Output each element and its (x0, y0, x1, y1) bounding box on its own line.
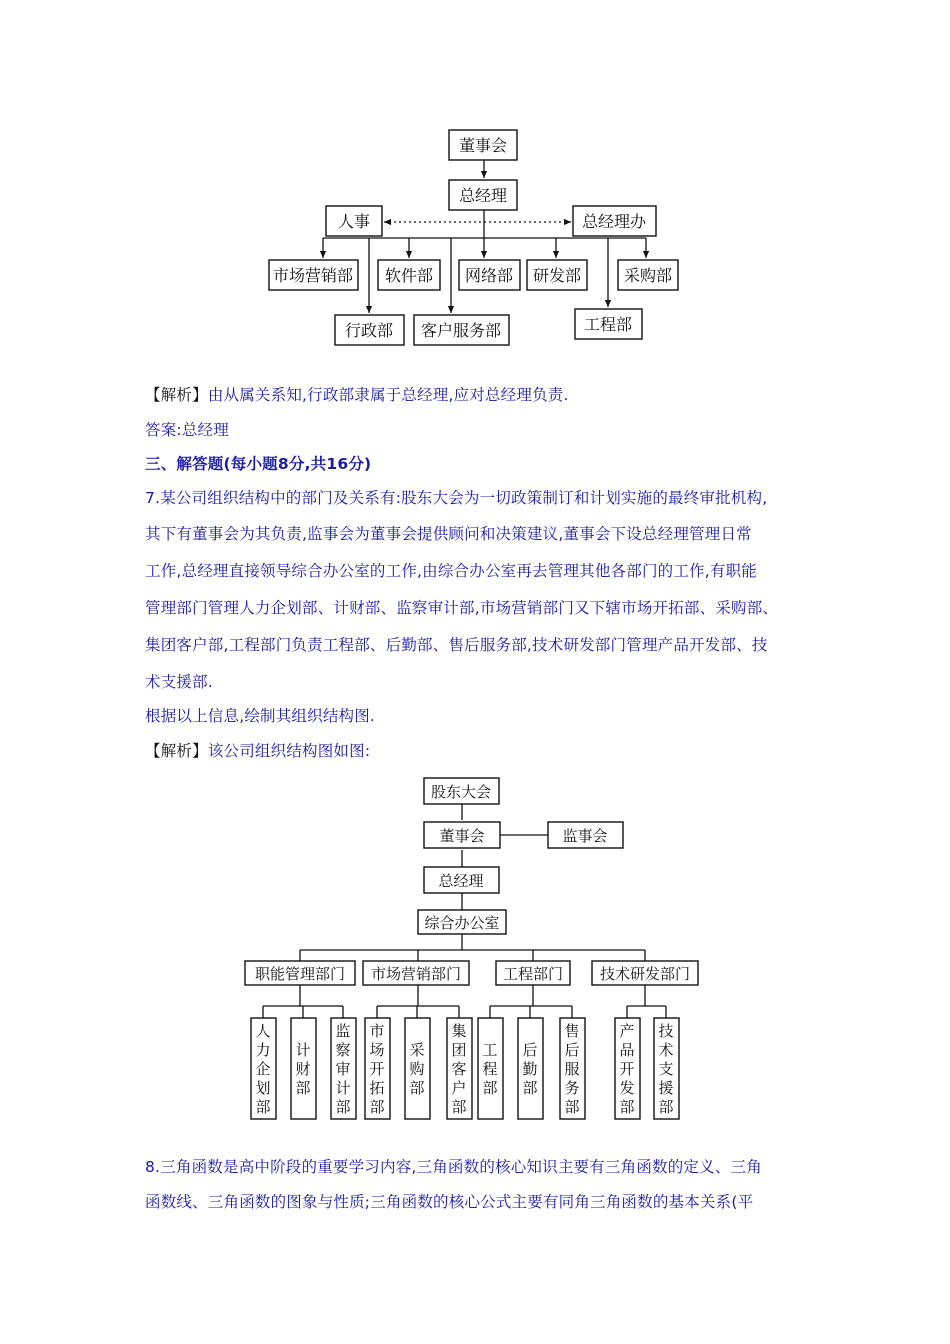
node-gm-office: 总经理办 (581, 212, 647, 231)
unit-box-label: 市场开拓部 (369, 1022, 385, 1116)
node-rnd: 研发部 (532, 266, 582, 285)
analysis-label: 【解析】 (145, 386, 208, 404)
q7-line: 其下有董事会为其负责,监事会为董事会提供顾问和决策建议,董事会下设总经理管理日常 (145, 525, 752, 543)
node-group-tech: 技术研发部门 (599, 965, 691, 983)
q7-line: 7.某公司组织结构中的部门及关系有:股东大会为一切政策制订和计划实施的最终审批机构, (145, 489, 768, 507)
node-office: 综合办公室 (424, 914, 500, 932)
unit-box-label: 后勤部 (522, 1041, 538, 1097)
node-group-function: 职能管理部门 (254, 965, 346, 983)
q8-line: 函数线、三角函数的图象与性质;三角函数的核心公式主要有同角三角函数的基本关系(平 (145, 1193, 754, 1211)
unit-box-label: 采购部 (409, 1041, 425, 1097)
q7-instruction: 根据以上信息,绘制其组织结构图. (145, 707, 376, 725)
unit-box-label: 人力企划部 (255, 1022, 271, 1116)
node-customer: 客户服务部 (420, 321, 502, 340)
q7-line: 术支援部. (145, 673, 213, 691)
org-chart-2 (0, 770, 950, 1130)
unit-box-label: 计财部 (295, 1041, 311, 1097)
unit-box-label: 售后服务部 (564, 1022, 580, 1116)
section-title: 三、解答题(每小题8分,共16分) (145, 455, 372, 473)
unit-box-label: 监察审计部 (335, 1022, 351, 1116)
org-chart-1 (0, 0, 950, 360)
node-marketing: 市场营销部 (272, 266, 354, 285)
node-group-engineering: 工程部门 (502, 965, 564, 983)
node-engineering: 工程部 (583, 315, 633, 334)
node-supervisors: 监事会 (562, 827, 608, 845)
q7-analysis (145, 739, 370, 761)
analysis-text: 该公司组织结构图如图: (207, 742, 371, 760)
node-software: 软件部 (384, 266, 434, 285)
unit-box-label: 集团客户部 (451, 1022, 467, 1116)
node-admin: 行政部 (344, 321, 394, 340)
node-board: 董事会 (458, 136, 508, 155)
q7-line: 管理部门管理人力企划部、计财部、监察审计部,市场营销部门又下辖市场开拓部、采购部、 (145, 599, 779, 617)
q7-line: 集团客户部,工程部门负责工程部、后勤部、售后服务部,技术研发部门管理产品开发部、技 (145, 636, 768, 654)
node-group-marketing: 市场营销部门 (370, 965, 462, 983)
node-shareholders: 股东大会 (430, 783, 492, 801)
node-purchase: 采购部 (623, 266, 673, 285)
analysis-text: 由从属关系知,行政部隶属于总经理,应对总经理负责. (207, 386, 569, 404)
q7-line: 工作,总经理直接领导综合办公室的工作,由综合办公室再去管理其他各部门的工作,有职能 (145, 562, 757, 580)
node-gm: 总经理 (438, 872, 484, 890)
analysis-label: 【解析】 (145, 742, 208, 760)
unit-box-label: 技术支援部 (658, 1022, 674, 1116)
analysis-6 (145, 383, 569, 405)
unit-box-label: 产品开发部 (619, 1022, 635, 1116)
unit-box-label: 工程部 (482, 1041, 498, 1097)
node-board: 董事会 (439, 827, 485, 845)
answer-6: 答案:总经理 (145, 421, 229, 439)
node-gm: 总经理 (458, 186, 508, 205)
node-network: 网络部 (464, 266, 514, 285)
node-hr: 人事 (337, 212, 371, 231)
q8-line: 8.三角函数是高中阶段的重要学习内容,三角函数的核心知识主要有三角函数的定义、三角 (145, 1158, 762, 1176)
